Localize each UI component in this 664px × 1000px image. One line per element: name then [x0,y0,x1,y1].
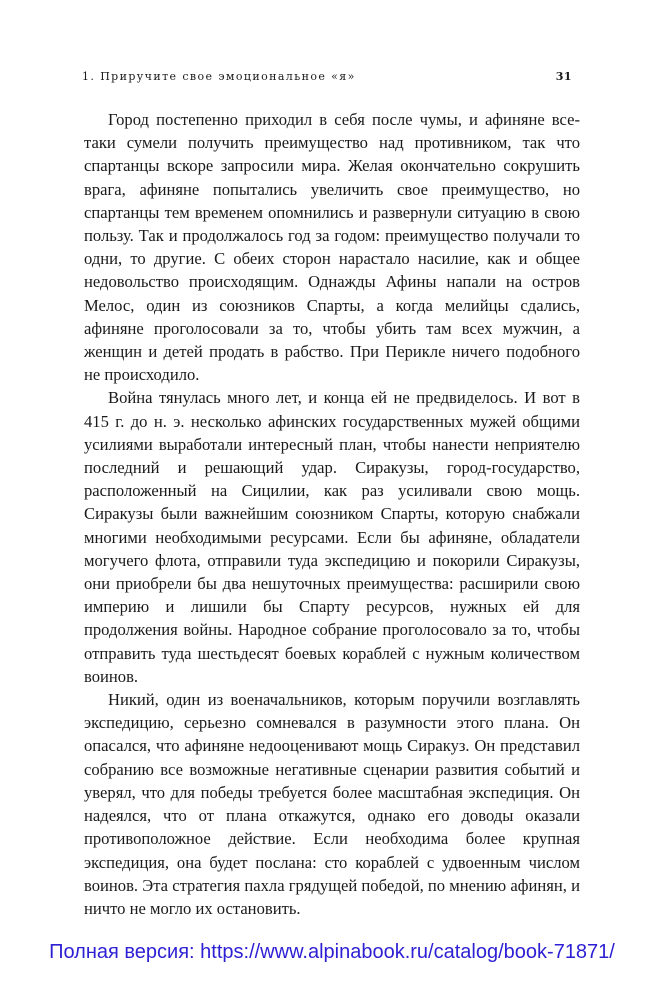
page-number: 31 [555,70,572,83]
paragraph: Город постепенно приходил в себя после чумы, и афиняне все-таки сумели получить преимущество над противником, так что спартанцы вскоре запросили мира. Желая окончательно сокрушить врага, афиняне попытались увеличить свое преимущество, но спартанцы тем временем опомнились и развернули ситуацию в свою пользу. Так и продолжалось год за годом: преимущество получали то одни, то другие. С обеих сторон нарастало насилие, как и общее недовольство происходящим. Однажды Афины напали на остров Мелос, один из союзников Спарты, а когда мелийцы сдались, афиняне проголосовали за то, чтобы убить там всех мужчин, а женщин и детей продать в рабство. При Перикле ничего подобного не происходило. [84,110,580,385]
full-version-link[interactable]: Полная версия: https://www.alpinabook.ru/catalog/book-71871/ [49,941,615,963]
chapter-title: 1. Приручите свое эмоциональное «я» [82,70,356,83]
page-header [82,70,572,88]
body-text [84,108,580,920]
paragraph: Никий, один из военачальников, которым поручили возглавлять экспедицию, серьезно сомневался в разумности этого плана. Он опасался, что афиняне недооценивают мощь Сиракуз. Он представил собранию все возможные негативные сценарии развития событий и уверял, что для победы требуется более масштабная экспедиция. Он надеялся, что от плана откажутся, однако его доводы оказали противоположное действие. Если необходима более крупная экспедиция, она будет послана: сто кораблей с удвоенным числом воинов. Эта стратегия пахла грядущей победой, по мнению афинян, и ничто не могло их остановить. [84,690,580,918]
paragraph: Война тянулась много лет, и конца ей не предвиделось. И вот в 415 г. до н. э. несколько афинских государственных мужей общими усилиями выработали интересный план, чтобы нанести неприятелю последний и решающий удар. Сиракузы, город-государство, расположенный на Сицилии, как раз усиливали свою мощь. Сиракузы были важнейшим союзником Спарты, которую снабжали многими необходимыми ресурсами. Если бы афиняне, обладатели могучего флота, отправили туда экспедицию и покорили Сиракузы, они приобрели бы два нешуточных преимущества: расширили свою империю и лишили бы Спарту ресурсов, нужных ей для продолжения войны. Народное собрание проголосовало за то, чтобы отправить туда шестьдесят боевых кораблей с нужным количеством воинов. [84,388,580,686]
